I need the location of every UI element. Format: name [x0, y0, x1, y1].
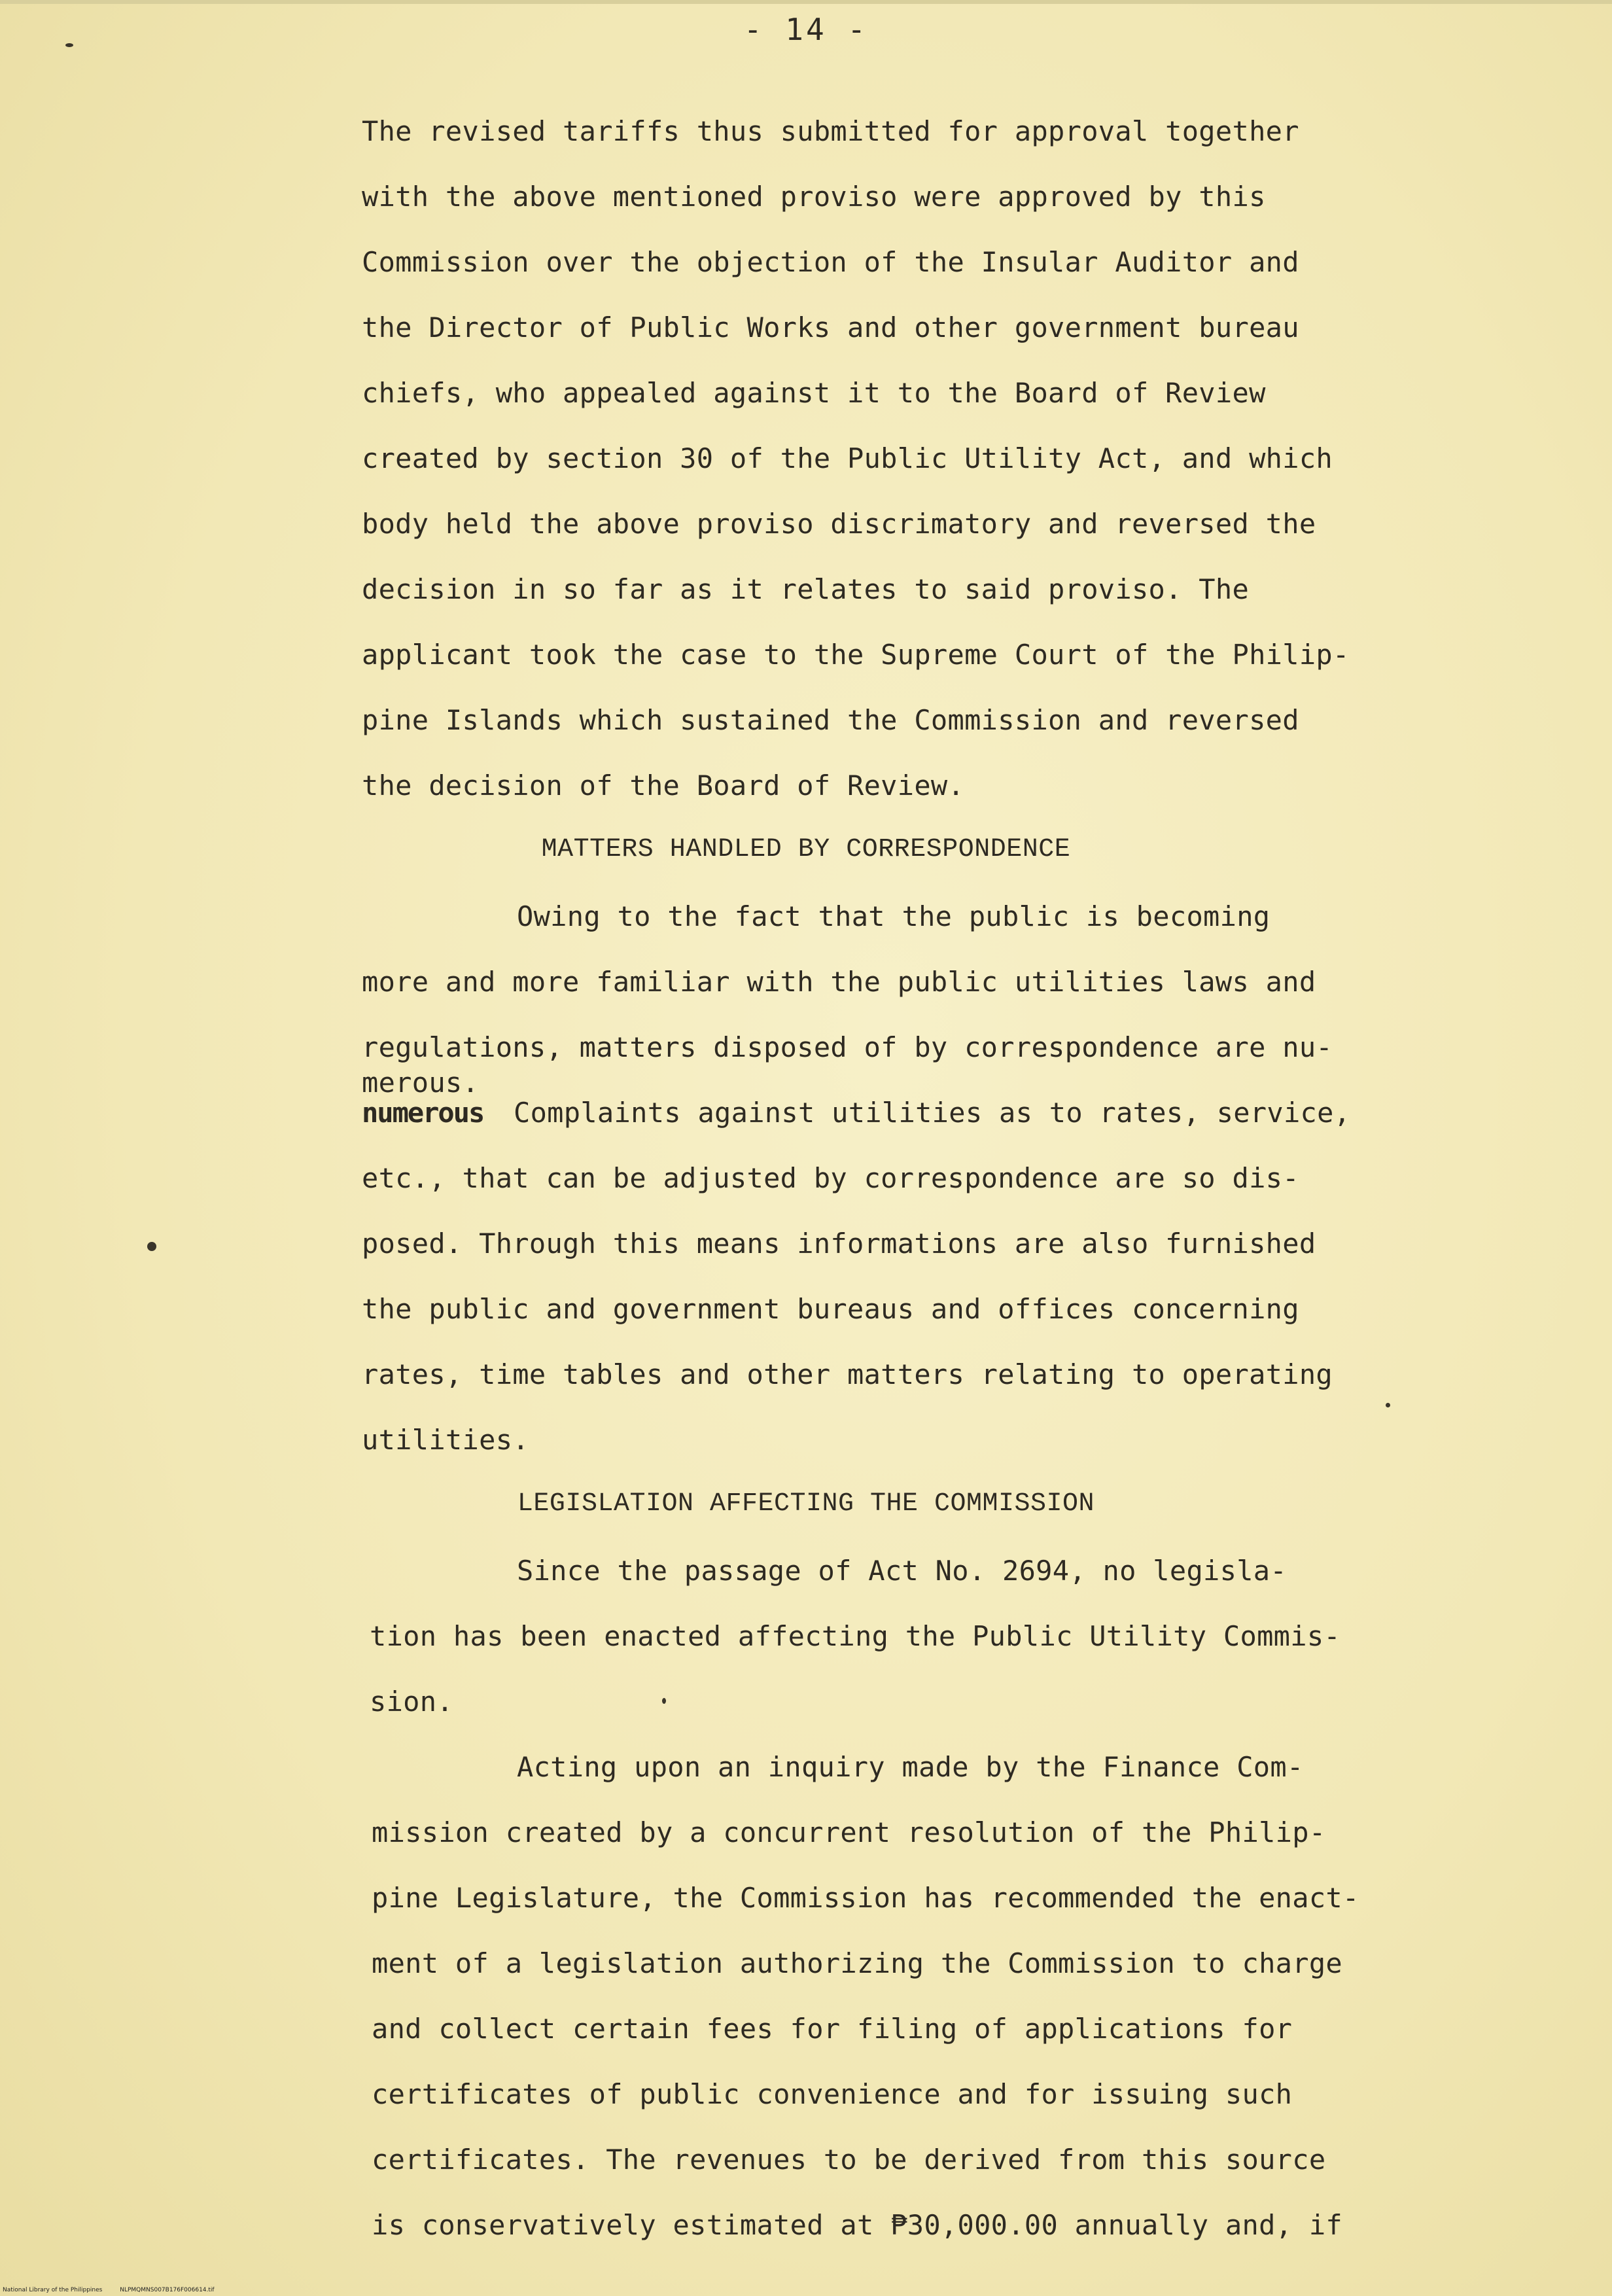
- text-line: pine Legislature, the Commission has recommended the enact-: [372, 1882, 1359, 1914]
- text-line: posed. Through this means informations are also furnished: [362, 1227, 1316, 1260]
- text-line: rates, time tables and other matters relating to operating: [362, 1358, 1333, 1390]
- text-line: chiefs, who appealed against it to the Board of Review: [362, 377, 1266, 409]
- text-line: with the above mentioned proviso were approved by this: [362, 181, 1266, 213]
- text-line: Complaints against utilities as to rates, service,: [514, 1097, 1351, 1129]
- page-number: - 14 -: [743, 12, 869, 47]
- ink-speck: [65, 43, 73, 47]
- text-line: Since the passage of Act No. 2694, no legisla-: [517, 1555, 1287, 1587]
- text-line: body held the above proviso discrimatory and reversed the: [362, 508, 1316, 540]
- footer-library: National Library of the Philippines: [3, 2287, 103, 2293]
- text-line: utilities.: [362, 1424, 529, 1456]
- text-line: The revised tariffs thus submitted for approval together: [362, 115, 1299, 147]
- text-line: created by section 30 of the Public Utility Act, and which: [362, 442, 1333, 474]
- ink-speck: [147, 1242, 156, 1251]
- text-line: etc., that can be adjusted by correspondence are so dis-: [362, 1162, 1299, 1194]
- footer-file-id: NLPMQMNS007B176F006614.tif: [120, 2287, 215, 2293]
- text-line: Commission over the objection of the Insular Auditor and: [362, 246, 1299, 278]
- text-line: and collect certain fees for filing of applications for: [372, 2013, 1293, 2045]
- text-line: certificates. The revenues to be derived from this source: [372, 2144, 1326, 2176]
- scan-footer: [3, 2287, 230, 2293]
- struck-out-word: numerous: [362, 1097, 484, 1129]
- text-line: mission created by a concurrent resolution of the Philip-: [372, 1816, 1326, 1848]
- text-line: pine Islands which sustained the Commission and reversed: [362, 704, 1299, 736]
- section-heading: LEGISLATION AFFECTING THE COMMISSION: [517, 1489, 1095, 1519]
- text-line: regulations, matters disposed of by correspondence are nu-: [362, 1031, 1333, 1063]
- text-line: tion has been enacted affecting the Public Utility Commis-: [370, 1620, 1340, 1652]
- section-heading: MATTERS HANDLED BY CORRESPONDENCE: [541, 835, 1071, 864]
- text-line: sion.: [370, 1686, 453, 1718]
- text-line: merous.: [362, 1067, 480, 1099]
- text-line: more and more familiar with the public utilities laws and: [362, 966, 1316, 998]
- ink-speck: [1386, 1403, 1390, 1407]
- text-line: the Director of Public Works and other government bureau: [362, 311, 1299, 344]
- text-line: certificates of public convenience and for issuing such: [372, 2078, 1293, 2110]
- text-line: Owing to the fact that the public is becoming: [517, 900, 1270, 932]
- text-line: the public and government bureaus and offices concerning: [362, 1293, 1299, 1325]
- page-edge: [0, 0, 1612, 4]
- text-line: decision in so far as it relates to said proviso. The: [362, 573, 1250, 605]
- text-line: Acting upon an inquiry made by the Finance Com-: [517, 1751, 1304, 1783]
- ink-speck: [662, 1698, 666, 1704]
- text-line: applicant took the case to the Supreme Court of the Philip-: [362, 639, 1350, 671]
- text-line: ment of a legislation authorizing the Commission to charge: [372, 1947, 1342, 1979]
- text-line: is conservatively estimated at ₱30,000.00 annually and, if: [372, 2209, 1342, 2241]
- text-line: the decision of the Board of Review.: [362, 769, 965, 802]
